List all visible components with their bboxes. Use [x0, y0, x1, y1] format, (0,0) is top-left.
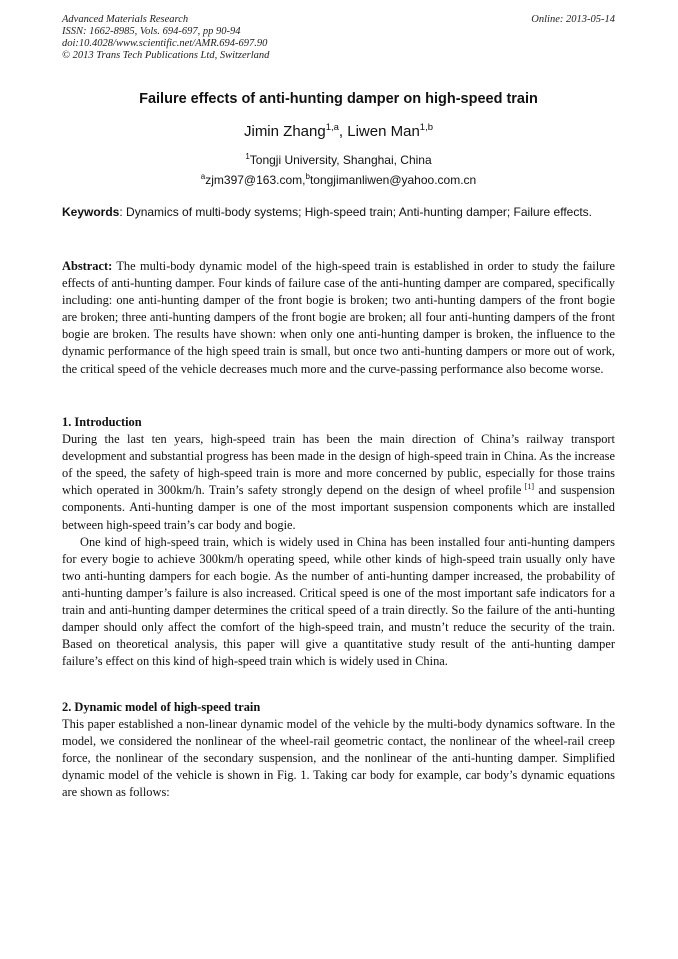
model-paragraph-1: This paper established a non-linear dynamic model of the vehicle by the multi-body dynamics software. In the model, we considered the nonlinear of the wheel-rail geometric contact, the nonlinear of the wheel-rail creep force, the nonlinear of the secondary suspension, and the nonlinear of the anti-hunting damper. Simplified dynamic model of the vehicle is shown in Fig. 1. Taking car body for example, car body’s dynamic equations are shown as follows:	[62, 717, 615, 800]
issn-line: ISSN: 1662-8985, Vols. 694-697, pp 90-94	[62, 26, 241, 37]
intro-paragraph-2: One kind of high-speed train, which is widely used in China has been installed four anti-hunting dampers for every bogie to achieve 300km/h operating speed, while other kinds of high-speed train usually only have two anti-hunting dampers for each bogie. As the number of anti-hunting damper increased, the probability of anti-hunting damper’s failure is also increased. Critical speed is one of the most important safe indicators for a train and anti-hunting damper determines the critical speed of a train directly. So the failure of the anti-hunting damper should only affect the comfort of the high-speed train, and mustn’t reduce the security of the train. Based on theoretical analysis, this paper will give a quantitative study result of the anti-hunting damper failure’s effect on this kind of high-speed train which is widely used in China.	[62, 534, 615, 669]
section-heading-dynamic-model: 2. Dynamic model of high-speed train	[62, 700, 261, 714]
abstract-label: Abstract:	[62, 259, 113, 273]
online-date: Online: 2013-05-14	[531, 14, 615, 25]
author-2-name: Liwen Man	[347, 123, 420, 140]
email-b: tongjimanliwen@yahoo.com.cn	[309, 173, 477, 187]
email-a-mark: a	[200, 172, 206, 181]
citation-ref-1: [1]	[521, 482, 535, 492]
keywords-block	[62, 204, 615, 220]
doi-line: doi:10.4028/www.scientific.net/AMR.694-697.90	[62, 38, 268, 49]
author-line	[62, 122, 615, 142]
affiliation-text: Tongji University, Shanghai, China	[249, 153, 432, 167]
intro-p1-text-a: During the last ten years, high-speed train has been the main direction of China’s railway transport development and substantial progress has been made in the design of high-speed train in China. As the increase of the speed, the safety of high-speed train is more and more concerned by public, especially for those trains which operated in 300km/h. Train’s safety strongly depend on the design of wheel profile	[62, 432, 615, 498]
intro-p1-text-b: and suspension components. Anti-hunting damper is one of the most important suspension components which are installed between high-speed train’s car body and bogie.	[62, 483, 615, 532]
author-1-affil-mark: 1,a	[325, 122, 339, 133]
affiliation-mark: 1	[245, 152, 250, 161]
section-heading-introduction: 1. Introduction	[62, 415, 142, 429]
author-separator: ,	[338, 123, 348, 140]
author-1-name: Jimin Zhang	[243, 123, 326, 140]
email-a: zjm397@163.com,	[205, 173, 306, 187]
author-2-affil-mark: 1,b	[419, 122, 434, 133]
affiliation-line	[62, 153, 615, 168]
intro-paragraph-1	[62, 431, 615, 534]
email-b-mark: b	[305, 172, 310, 181]
journal-header	[62, 14, 615, 62]
email-line	[62, 173, 615, 188]
journal-name: Advanced Materials Research	[62, 14, 189, 25]
section-dynamic-model	[62, 699, 615, 802]
keywords-text: : Dynamics of multi-body systems; High-speed train; Anti-hunting damper; Failure effects.	[119, 205, 593, 219]
abstract-block	[62, 258, 615, 378]
paper-title: Failure effects of anti-hunting damper on high-speed train	[139, 91, 538, 107]
keywords-label: Keywords	[62, 205, 120, 219]
section-introduction	[62, 414, 615, 670]
copyright-line: © 2013 Trans Tech Publications Ltd, Switzerland	[62, 50, 270, 61]
abstract-text: The multi-body dynamic model of the high-speed train is established in order to study the failure effects of anti-hunting damper. Four kinds of failure case of the anti-hunting damper are compared, specifically including: one anti-hunting damper of the front bogie is broken; two anti-hunting dampers of the front bogie are broken; three anti-hunting dampers of the front bogie are broken; all four anti-hunting dampers of the front bogie are broken. The results have shown: when only one anti-hunting damper is broken, the influence to the dynamic performance of the high speed train is small, but once two anti-hunting dampers or more out of work, the critical speed of the vehicle decreases much more and the curve-passing performance also become worse.	[62, 259, 615, 376]
